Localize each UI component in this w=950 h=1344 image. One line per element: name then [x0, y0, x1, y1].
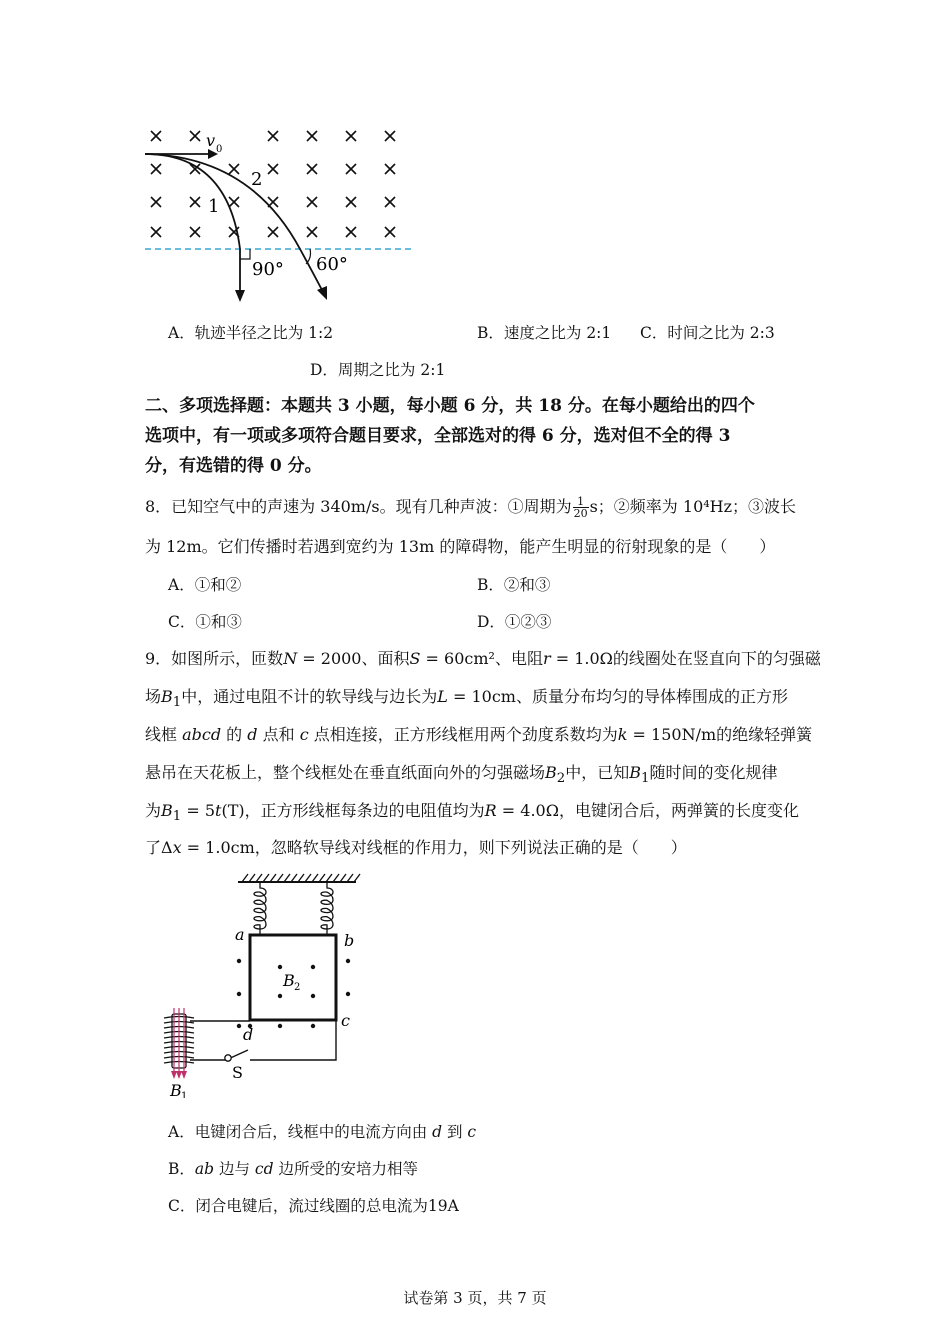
magnetic-field-crosses: [151, 131, 395, 237]
path-1-label: 1: [208, 196, 220, 217]
q8-option-a: A．①和②: [168, 576, 242, 594]
coil-frame-circuit-figure: [150, 868, 370, 1098]
q7-option-d: D．周期之比为 2:1: [310, 361, 446, 379]
trajectory-1: [145, 154, 240, 293]
field-cross: [268, 227, 278, 237]
field-cross: [346, 227, 356, 237]
label-b1-sub: 1: [181, 1091, 188, 1098]
trajectory-2: [145, 154, 322, 290]
field-dot: [237, 959, 241, 963]
q9-line1: 9．如图所示，匝数N = 2000、面积S = 60cm²、电阻r = 1.0Ω的线圈处在竖直向下的匀强磁: [145, 649, 821, 668]
label-switch-s: S: [232, 1063, 243, 1082]
field-cross: [268, 164, 278, 174]
q9-option-b: B．ab 边与 cd 边所受的安培力相等: [168, 1160, 418, 1178]
field-dot: [278, 994, 282, 998]
field-dot: [237, 992, 241, 996]
page-footer: 试卷第 3 页，共 7 页: [403, 1289, 547, 1307]
field-cross: [346, 197, 356, 207]
field-cross: [307, 164, 317, 174]
angle-90-label: 90°: [252, 259, 284, 280]
v0-label: v: [206, 131, 216, 150]
label-b2-sub: 2: [294, 982, 301, 993]
q7-option-b: B．速度之比为 2:1: [477, 324, 612, 342]
switch-terminal: [225, 1055, 231, 1061]
q9-option-a: A．电键闭合后，线框中的电流方向由 d 到 c: [168, 1123, 477, 1141]
q9-line3: 线框 abcd 的 d 点和 c 点相连接，正方形线框用两个劲度系数均为k = 150N/m的绝缘轻弹簧: [145, 725, 813, 744]
q8-line1: [145, 496, 796, 519]
q8-line1-text-b: s；②频率为 10⁴Hz；③波长: [589, 497, 797, 516]
q9-line2: 场$B_1$中，通过电阻不计的软导线与边长为L = 10cm、质量分布均匀的导体棒围成的正方形: [145, 687, 788, 711]
field-cross: [151, 227, 161, 237]
field-cross: [229, 197, 239, 207]
field-cross: [346, 164, 356, 174]
field-dot: [311, 994, 315, 998]
section2-line2: 选项中，有一项或多项符合题目要求，全部选对的得 6 分，选对但不全的得 3: [145, 426, 731, 446]
path-2-label: 2: [251, 169, 263, 190]
section2-line1: 二、多项选择题：本题共 3 小题，每小题 6 分，共 18 分。在每小题给出的四个: [145, 396, 755, 416]
field-dot: [278, 965, 282, 969]
q7-option-a: A．轨迹半径之比为 1:2: [168, 324, 334, 342]
label-d: d: [243, 1025, 254, 1044]
label-b1: B: [170, 1081, 182, 1098]
spring-left: [254, 882, 266, 935]
q8-line2: 为 12m。它们传播时若遇到宽约为 13m 的障碍物，能产生明显的衍射现象的是（ ）: [145, 537, 776, 556]
right-angle-mark: [240, 249, 250, 259]
field-cross: [346, 131, 356, 141]
field-cross: [268, 131, 278, 141]
field-dot: [311, 965, 315, 969]
field-cross: [385, 227, 395, 237]
ceiling: [238, 874, 360, 882]
field-cross: [190, 227, 200, 237]
field-cross: [385, 131, 395, 141]
q8-option-c: C．①和③: [168, 613, 242, 631]
spring-right: [321, 882, 333, 935]
v0-subscript: 0: [216, 144, 223, 155]
q9-line4: 悬吊在天花板上，整个线框处在垂直纸面向外的匀强磁场$B_2$中，已知$B_1$随时间的变化规律: [145, 763, 778, 787]
angle-60-label: 60°: [316, 254, 348, 275]
field-dot: [311, 1024, 315, 1028]
q7-option-c: C．时间之比为 2:3: [640, 324, 775, 342]
q8-line1-text: 8．已知空气中的声速为 340m/s。现有几种声波：①周期为: [145, 497, 572, 516]
field-dot: [346, 992, 350, 996]
magnetic-field-dots: [237, 959, 350, 1028]
section2-line3: 分，有选错的得 0 分。: [145, 456, 322, 476]
label-a: a: [235, 925, 245, 944]
field-dot: [237, 1024, 241, 1028]
field-dot: [278, 1024, 282, 1028]
field-cross: [151, 131, 161, 141]
field-cross: [151, 197, 161, 207]
field-cross: [307, 131, 317, 141]
field-dot: [346, 959, 350, 963]
magnetic-field-trajectory-figure: [140, 118, 420, 308]
field-cross: [190, 131, 200, 141]
field-cross: [151, 164, 161, 174]
q8-fraction: [573, 496, 589, 519]
q9-line5: 为$B_1 = 5t(T)$，正方形线框每条边的电阻值均为R = 4.0Ω，电键闭合后，两弹簧的长度变化: [145, 801, 799, 825]
fraction-denominator: 20: [573, 507, 588, 520]
field-cross: [307, 227, 317, 237]
label-b: b: [344, 931, 355, 950]
q8-option-b: B．②和③: [477, 576, 551, 594]
field-cross: [385, 197, 395, 207]
q9-option-c: C．闭合电键后，流过线圈的总电流为19A: [168, 1197, 459, 1215]
field-cross: [190, 197, 200, 207]
label-c: c: [341, 1011, 350, 1030]
field-cross: [307, 197, 317, 207]
q9-line6: 了Δx = 1.0cm，忽略软导线对线框的作用力，则下列说法正确的是（ ）: [145, 838, 687, 857]
q8-option-d: D．①②③: [477, 613, 552, 631]
fraction-numerator: 1: [573, 496, 589, 508]
field-cross: [385, 164, 395, 174]
field-cross: [229, 164, 239, 174]
label-b2: B: [283, 971, 295, 990]
